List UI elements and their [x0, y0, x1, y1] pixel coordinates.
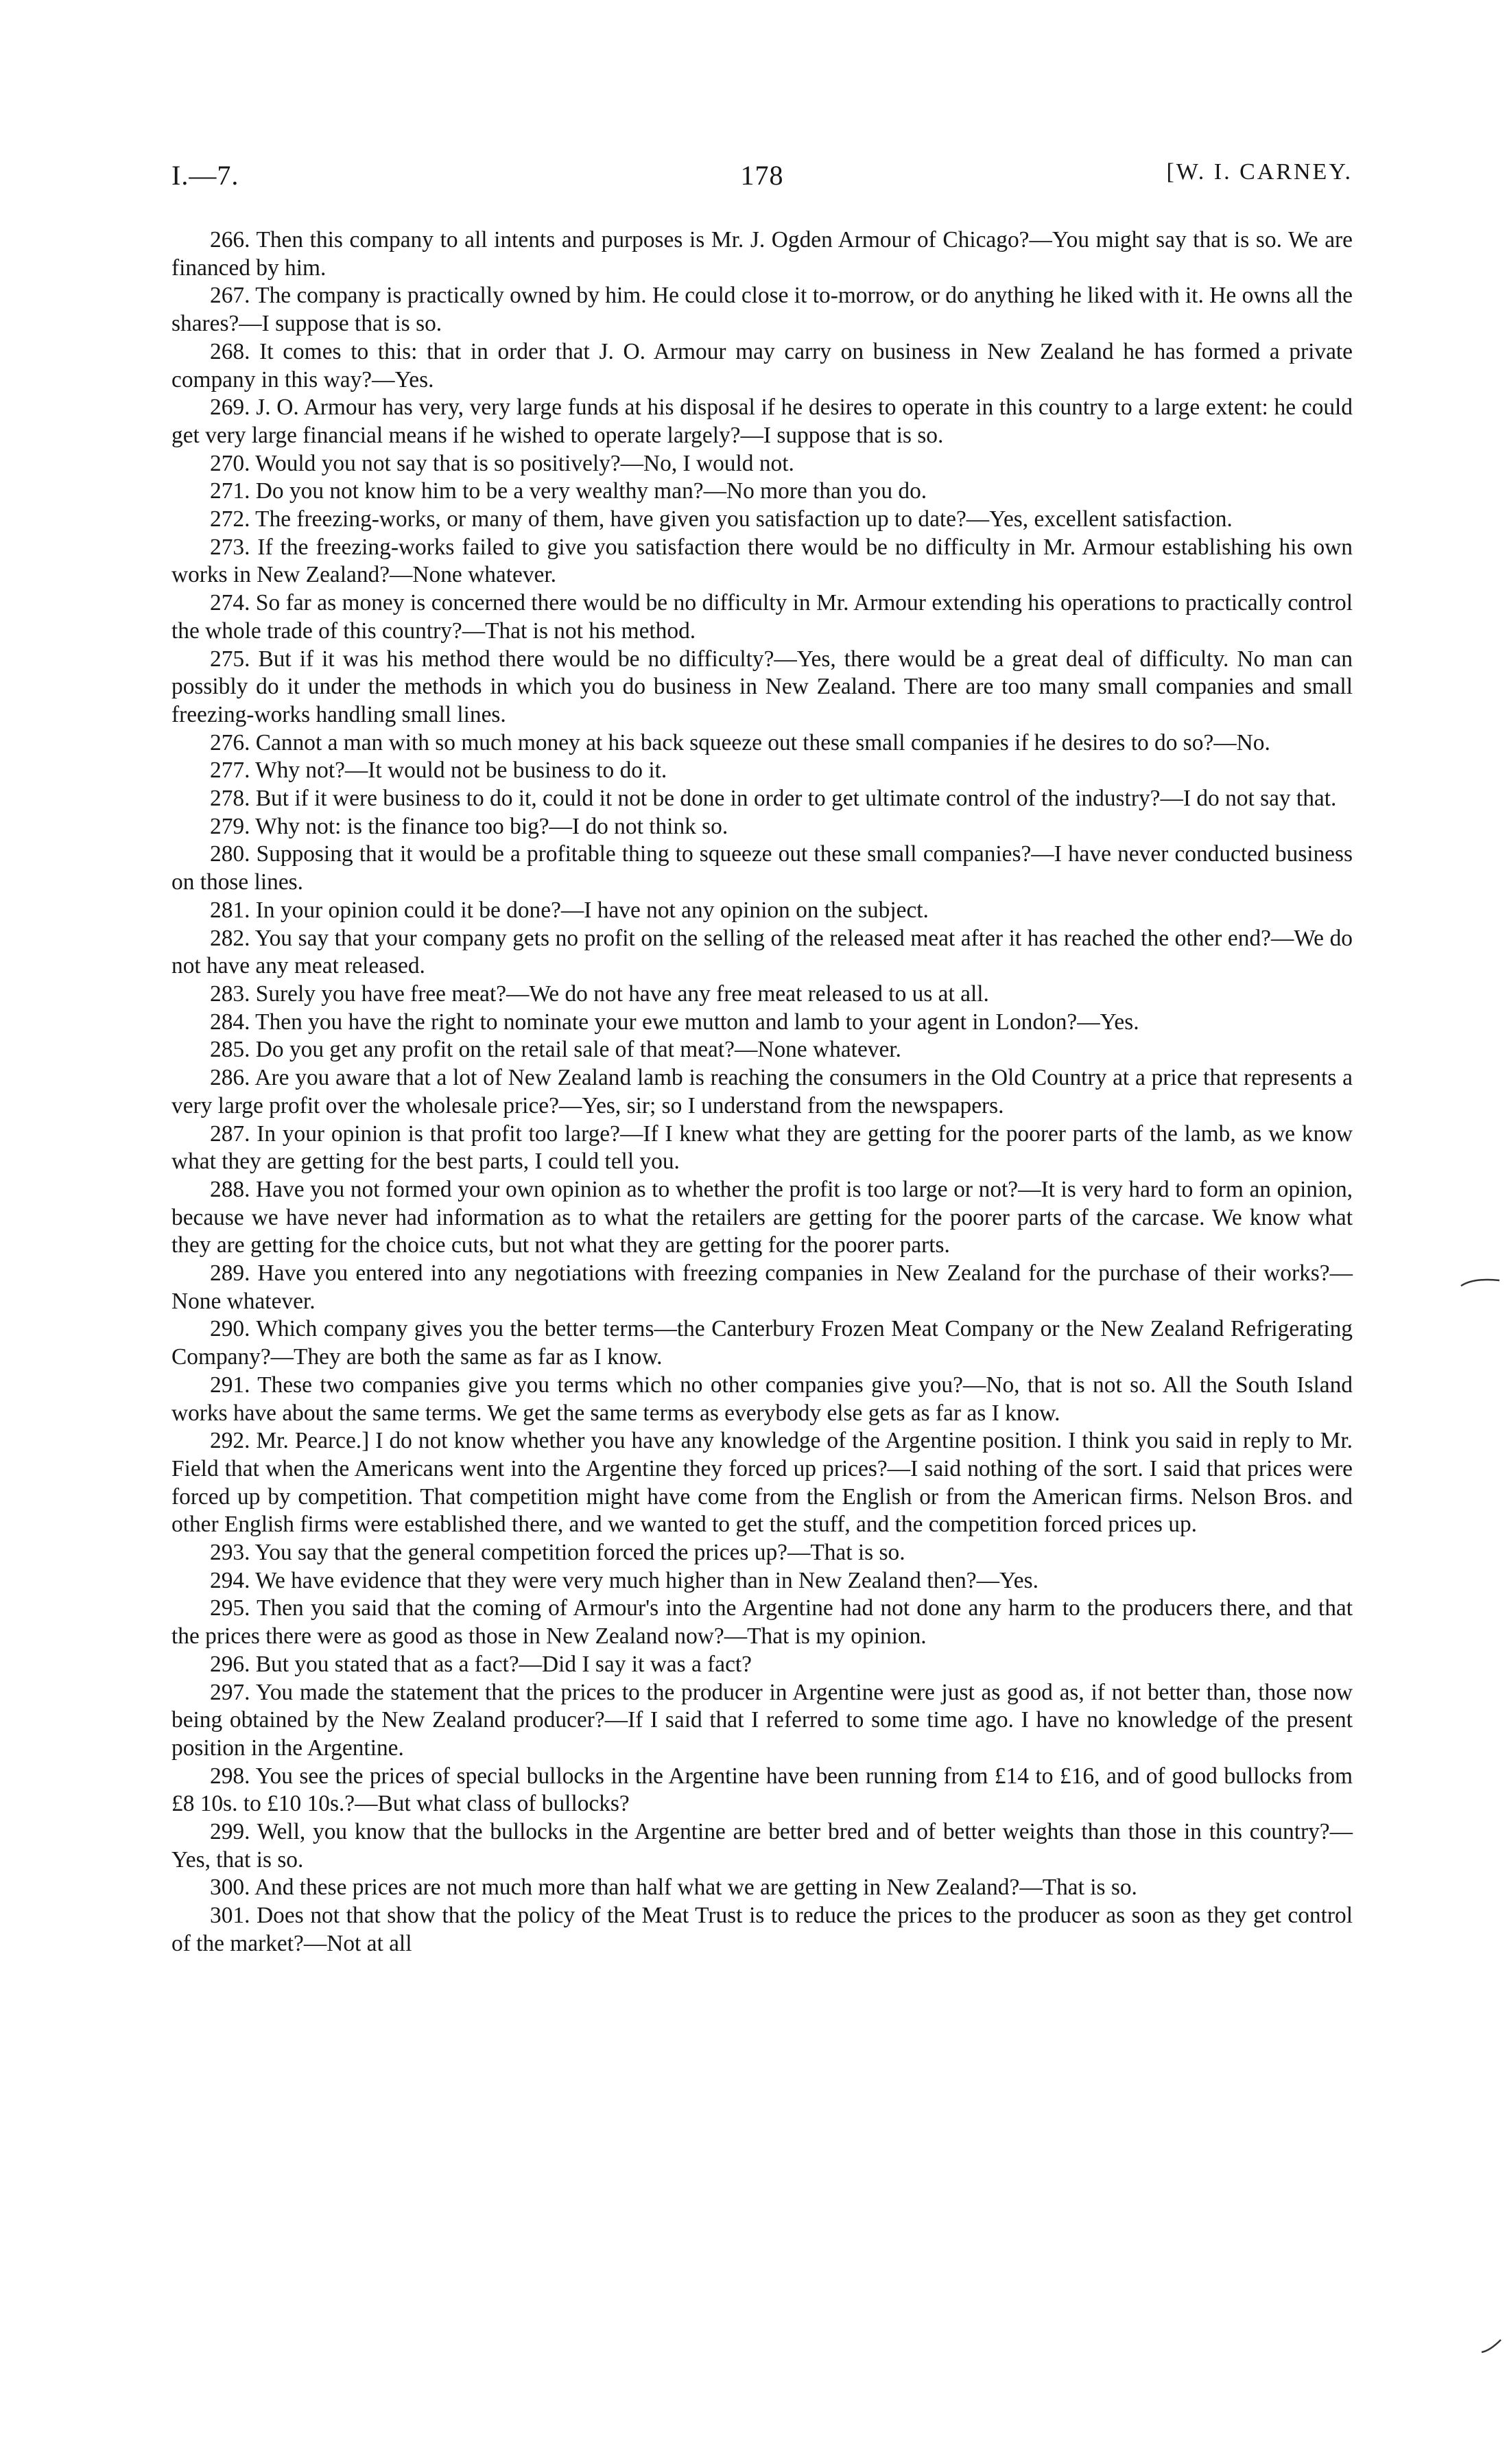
- paragraph-271: 271. Do you not know him to be a very wealthy man?—No more than you do.: [210, 478, 927, 504]
- paragraph-298: 298. You see the prices of special bullocks in the Argentine have been running from £14 to £16, and of good bullocks from £8 10s. to £10 10s.?—But what class of bullocks?: [171, 1763, 1353, 1817]
- page-header: [171, 159, 1353, 207]
- paragraph-297: 297. You made the statement that the prices to the producer in Argentine were just as good as, if not better than, those now being obtained by the New Zealand producer?—If I said that I referred to some time ago. I have no knowledge of the present position in the Argentine.: [171, 1679, 1353, 1761]
- paragraph-279: 279. Why not: is the finance too big?—I do not think so.: [210, 813, 728, 839]
- paragraph-267: 267. The company is practically owned by him. He could close it to-morrow, or do anything he liked with it. He owns all the shares?—I suppose that is so.: [171, 283, 1353, 337]
- paragraph-296: 296. But you stated that as a fact?—Did I say it was a fact?: [210, 1651, 752, 1677]
- paragraph-269: 269. J. O. Armour has very, very large funds at his disposal if he desires to operate in this country to a large extent: he could get very large financial means if he wished to operate largely?—I suppose that is so.: [171, 395, 1353, 448]
- paragraph-292: 292. Mr. Pearce.] I do not know whether you have any knowledge of the Argentine position. I think you said in reply to Mr. Field that when the Americans went into the Argentine they forced up prices?—I said nothing of the sort. I said that prices were forced up by competition. That competition might have come from the English or from the American firms. Nelson Bros. and other English firms were established there, and we wanted to get the stuff, and the competition forced prices up.: [171, 1428, 1353, 1538]
- paragraph-291: 291. These two companies give you terms which no other companies give you?—No, that is not so. All the South Island works have about the same terms. We get the same terms as everybody else gets as far as I know.: [171, 1372, 1353, 1426]
- paragraph-282: 282. You say that your company gets no profit on the selling of the released meat after it has reached the other end?—We do not have any meat released.: [171, 925, 1353, 979]
- paragraph-287: 287. In your opinion is that profit too large?—If I knew what they are getting for the poorer parts of the lamb, as we know what they are getting for the best parts, I could tell you.: [171, 1120, 1353, 1175]
- paragraph-285: 285. Do you get any profit on the retail sale of that meat?—None whatever.: [210, 1037, 901, 1063]
- paragraph-290: 290. Which company gives you the better terms—the Canterbury Frozen Meat Company or the New Zealand Refrigerating Company?—They are both the same as far as I know.: [171, 1316, 1353, 1370]
- margin-pencil-mark: [1460, 1276, 1501, 1290]
- paragraph-280: 280. Supposing that it would be a profitable thing to squeeze out these small companies?—I have never conducted business on those lines.: [171, 841, 1353, 895]
- paragraph-275: 275. But if it was his method there would be no difficulty?—Yes, there would be a great deal of difficulty. No man can possibly do it under the methods in which you do business in New Zealand. There are too many small companies and small freezing-works handling small lines.: [171, 646, 1353, 727]
- paragraph-283: 283. Surely you have free meat?—We do not have any free meat released to us at all.: [210, 981, 989, 1007]
- paragraph-293: 293. You say that the general competition forced the prices up?—That is so.: [210, 1540, 905, 1566]
- paragraph-281: 281. In your opinion could it be done?—I have not any opinion on the subject.: [210, 897, 929, 923]
- paragraph-300: 300. And these prices are not much more than half what we are getting in New Zealand?—That is so.: [210, 1875, 1137, 1901]
- document-reference: I.—7.: [171, 160, 239, 191]
- paragraph-270: 270. Would you not say that is so positively?—No, I would not.: [210, 450, 794, 476]
- paragraph-278: 278. But if it were business to do it, could it not be done in order to get ultimate control of the industry?—I do not say that.: [210, 786, 1337, 812]
- paragraph-286: 286. Are you aware that a lot of New Zealand lamb is reaching the consumers in the Old Country at a price that represents a very large profit over the wholesale price?—Yes, sir; so I understand from the newspapers.: [171, 1065, 1353, 1118]
- paragraph-268: 268. It comes to this: that in order that J. O. Armour may carry on business in New Zealand he has formed a private company in this way?—Yes.: [171, 338, 1353, 392]
- paragraph-294: 294. We have evidence that they were very much higher than in New Zealand then?—Yes.: [210, 1567, 1039, 1593]
- paragraph-288: 288. Have you not formed your own opinion as to whether the profit is too large or not?—It is very hard to form an opinion, because we have never had information as to what the retailers are getting for the poorer parts of the carcase. We know what they are getting for the choice cuts, but not what they are getting for the poorer parts.: [171, 1176, 1353, 1258]
- paragraph-284: 284. Then you have the right to nominate your ewe mutton and lamb to your agent in London?—Yes.: [210, 1009, 1139, 1035]
- corner-pencil-mark: [1480, 2338, 1502, 2355]
- paragraph-277: 277. Why not?—It would not be business to do it.: [210, 758, 667, 784]
- paragraph-276: 276. Cannot a man with so much money at his back squeeze out these small companies if he desires to do so?—No.: [210, 729, 1270, 755]
- paragraph-273: 273. If the freezing-works failed to give you satisfaction there would be no difficulty in Mr. Armour establishing his own works in New Zealand?—None whatever.: [171, 534, 1353, 588]
- paragraph-299: 299. Well, you know that the bullocks in the Argentine are better bred and of better weights than those in this country?—Yes, that is so.: [171, 1819, 1353, 1873]
- paragraph-289: 289. Have you entered into any negotiations with freezing companies in New Zealand for the purchase of their works?—None whatever.: [171, 1260, 1353, 1314]
- page-number: 178: [740, 160, 784, 191]
- paragraph-274: 274. So far as money is concerned there would be no difficulty in Mr. Armour extending his operations to practically control the whole trade of this country?—That is not his method.: [171, 590, 1353, 644]
- transcript-body: [171, 226, 1353, 1958]
- paragraph-295: 295. Then you said that the coming of Armour's into the Argentine had not done any harm to the producers there, and that the prices there were as good as those in New Zealand now?—That is my opinion.: [171, 1595, 1353, 1650]
- paragraph-272: 272. The freezing-works, or many of them, have given you satisfaction up to date?—Yes, excellent satisfaction.: [210, 506, 1233, 532]
- paragraph-301: 301. Does not that show that the policy of the Meat Trust is to reduce the prices to the producer as soon as they get control of the market?—Not at all: [171, 1903, 1353, 1956]
- witness-name: [W. I. CARNEY.: [1166, 159, 1353, 185]
- paragraph-266: 266. Then this company to all intents and purposes is Mr. J. Ogden Armour of Chicago?—You might say that is so. We are financed by him.: [171, 227, 1353, 281]
